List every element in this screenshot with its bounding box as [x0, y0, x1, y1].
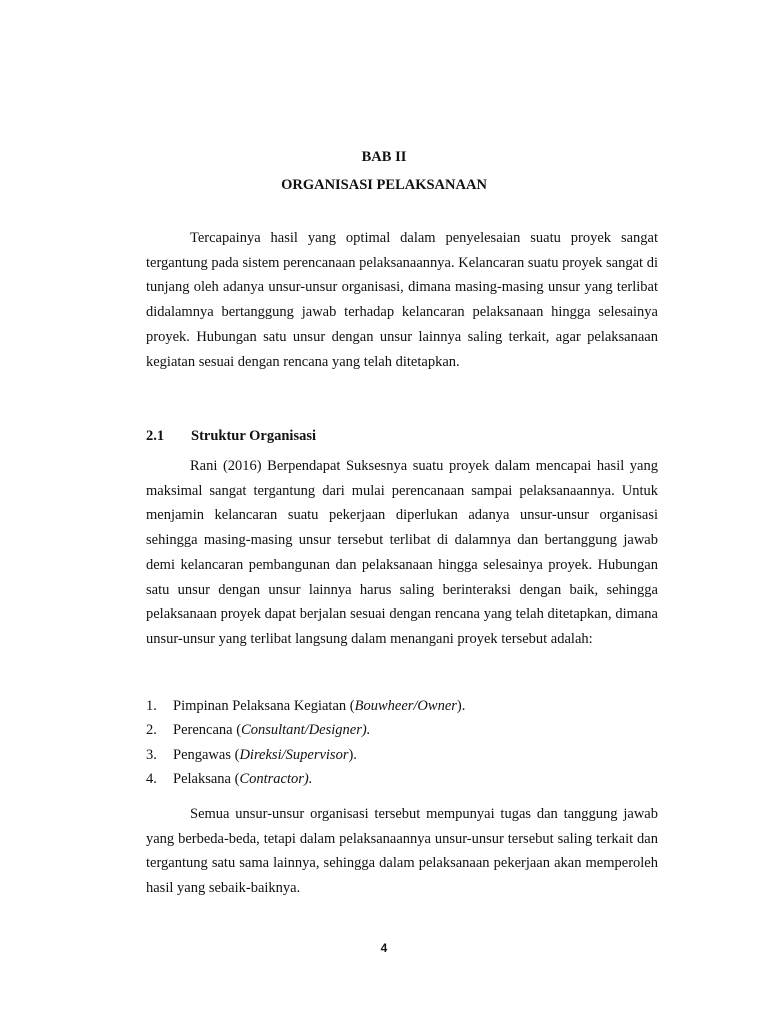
chapter-number: BAB II [361, 149, 407, 165]
list-item-number: 2. [146, 722, 157, 739]
page-number: 4 [380, 941, 388, 955]
list-item-text: Perencana (Consultant/Designer). [173, 722, 371, 739]
list-item [146, 694, 658, 718]
list-item-number: 1. [146, 698, 157, 714]
intro-paragraph: Tercapainya hasil yang optimal dalam penyelesaian suatu proyek sangat tergantung pada sistem perencanaan pelaksanaannya. Kelancaran suatu proyek sangat di tunjang oleh adanya unsur-unsur organisasi, dimana masing-masing unsur yang terlibat didalamnya bertanggung jawab terhadap kelancaran pelaksanaan hingga selesainya proyek. Hubungan satu unsur dengan unsur lainnya saling terkait, agar pelaksanaan kegiatan sesuai dengan rencana yang telah ditetapkan. [146, 230, 658, 370]
list-item-text: Pengawas (Direksi/Supervisor). [173, 746, 357, 763]
list-item-text: Pimpinan Pelaksana Kegiatan (Bouwheer/Owner). [173, 698, 466, 714]
chapter-title: ORGANISASI PELAKSANAAN [281, 177, 487, 193]
list-item [146, 767, 658, 791]
section-paragraph: Rani (2016) Berpendapat Suksesnya suatu proyek dalam mencapai hasil yang maksimal sangat tergantung dari mulai perencanaan sampai pelaksanaannya. Untuk menjamin kelancaran suatu pekerjaan diperlukan adanya unsur-unsur organisasi sehingga masing-masing unsur tersebut terlibat di dalamnya dan bertanggung jawab demi kelancaran pembangunan dan pelaksanaan hingga selesainya proyek. Hubungan satu unsur dengan unsur lainnya harus saling berinteraksi dengan baik, sehingga pelaksanaan proyek dapat berjalan sesuai dengan rencana yang telah ditetapkan, dimana unsur-unsur yang terlibat langsung dalam menangani proyek tersebut adalah: [146, 458, 658, 647]
list-item [146, 743, 658, 767]
section-heading [146, 428, 316, 445]
list-item [146, 718, 658, 742]
list-item-number: 4. [146, 770, 157, 787]
section-title: Struktur Organisasi [191, 428, 317, 444]
list-item-text: Pelaksana (Contractor). [173, 770, 313, 787]
list-item-number: 3. [146, 746, 157, 763]
role-list [146, 694, 658, 791]
section-number: 2.1 [146, 428, 165, 444]
closing-paragraph: Semua unsur-unsur organisasi tersebut mempunyai tugas dan tanggung jawab yang berbeda-beda, tetapi dalam pelaksanaannya unsur-unsur tersebut saling terkait dan tergantung satu sama lainnya, sehingga dalam pelaksanaan pekerjaan akan memperoleh hasil yang sebaik-baiknya. [146, 806, 658, 897]
